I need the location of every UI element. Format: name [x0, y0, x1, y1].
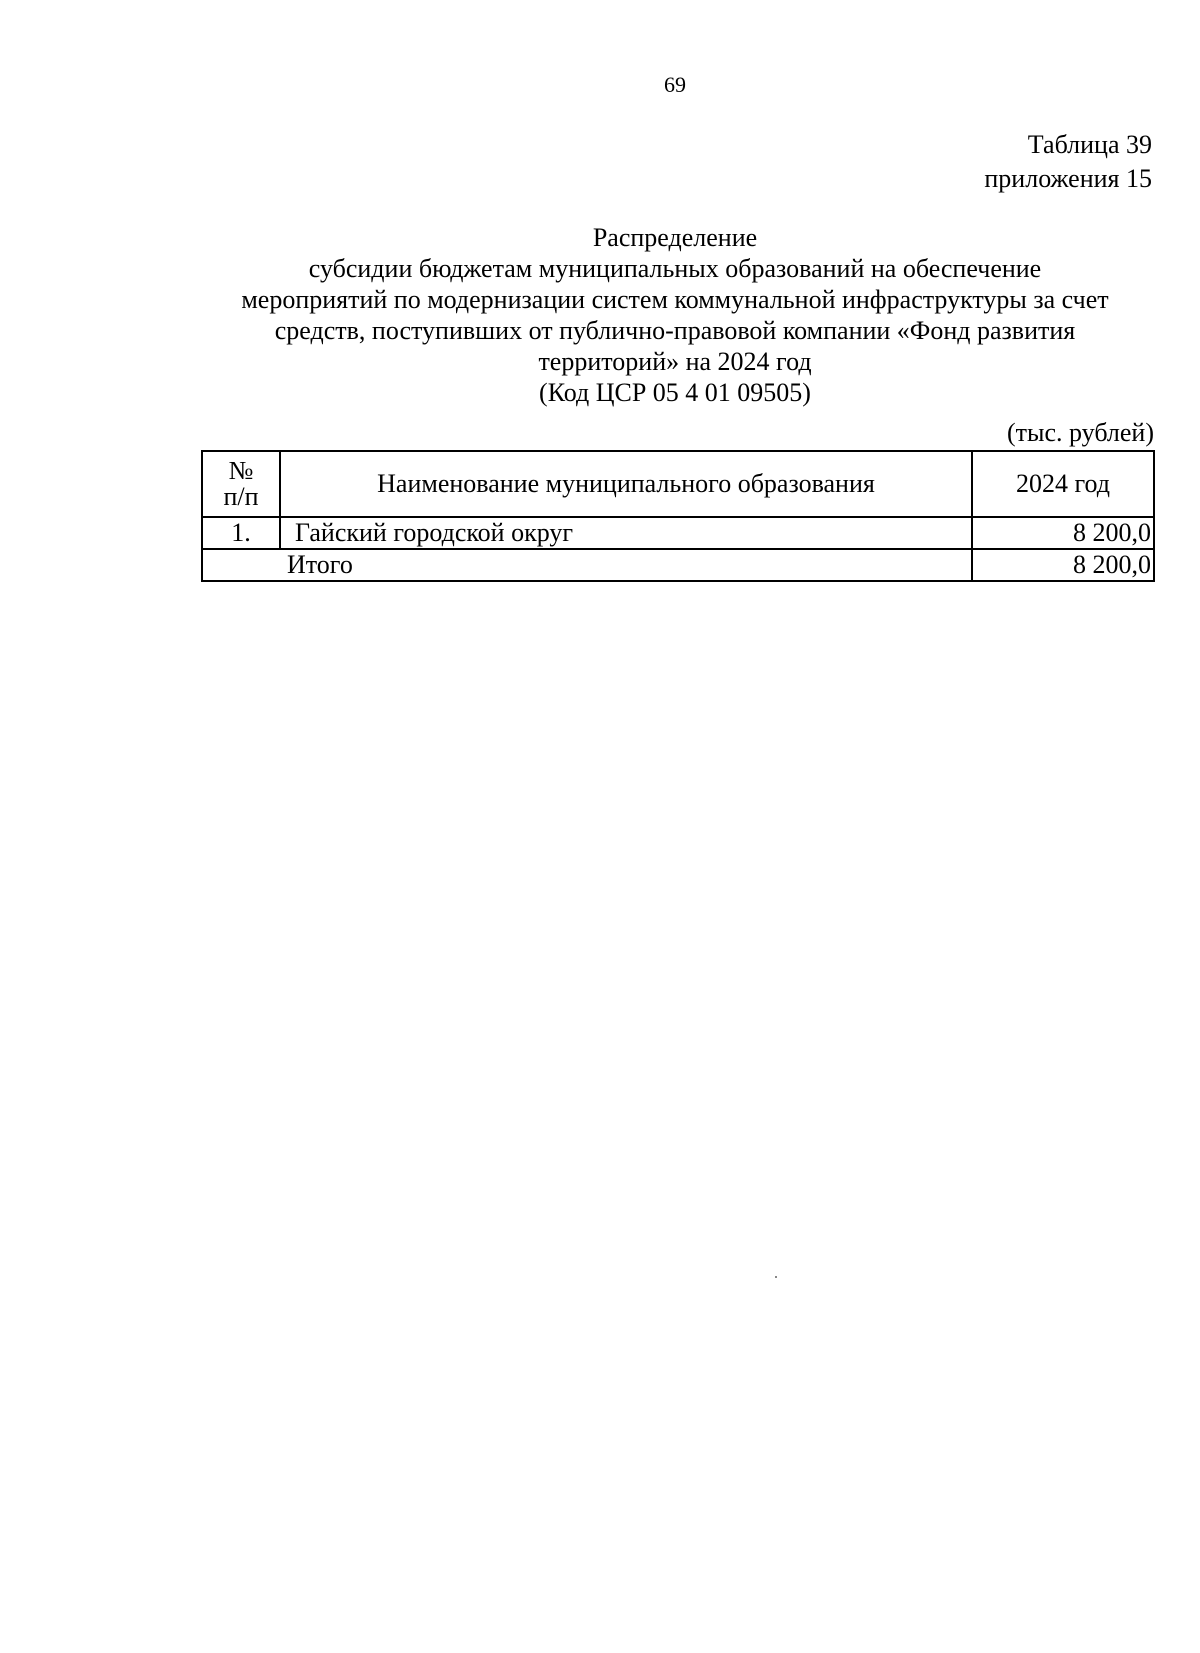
total-row [202, 549, 1154, 581]
document-heading [199, 222, 1151, 408]
header-name: Наименование муниципального образования [280, 451, 972, 517]
heading-line-6: (Код ЦСР 05 4 01 09505) [539, 378, 811, 407]
heading-line-5: территорий» на 2024 год [538, 347, 812, 376]
scan-speck [775, 1276, 777, 1278]
distribution-table [201, 450, 1155, 582]
heading-line-2: субсидии бюджетам муниципальных образований на обеспечение [308, 254, 1042, 283]
row-municipality: Гайский городской округ [280, 517, 972, 549]
total-label: Итого [202, 549, 972, 581]
appendix-number: приложения 15 [984, 164, 1152, 193]
table-reference [984, 128, 1152, 196]
units-label: (тыс. рублей) [1006, 418, 1154, 447]
page-number: 69 [664, 72, 686, 97]
heading-line-3: мероприятий по модернизации систем коммунальной инфраструктуры за счет [241, 285, 1109, 314]
table-number: Таблица 39 [1027, 130, 1152, 159]
heading-line-1: Распределение [592, 223, 758, 252]
header-number-abbrev: п/п [223, 482, 259, 511]
row-value: 8 200,0 [972, 517, 1154, 549]
total-value: 8 200,0 [972, 549, 1154, 581]
header-number [202, 451, 280, 517]
table-header-row [202, 451, 1154, 517]
heading-line-4: средств, поступивших от публично-правовой компании «Фонд развития [274, 316, 1076, 345]
row-number: 1. [202, 517, 280, 549]
header-year: 2024 год [972, 451, 1154, 517]
table-row [202, 517, 1154, 549]
header-number-symbol: № [228, 456, 254, 485]
